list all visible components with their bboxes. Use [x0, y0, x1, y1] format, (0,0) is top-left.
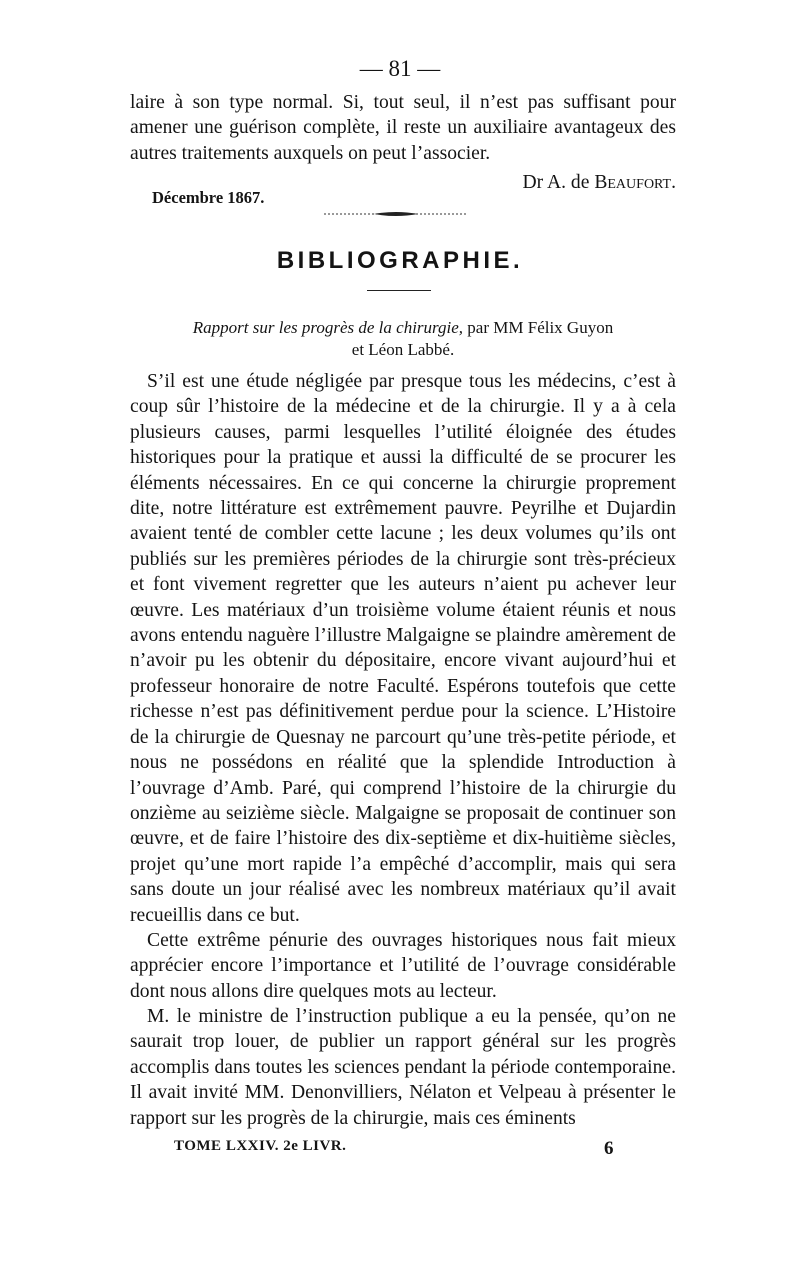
footer-signature-mark: 6 [604, 1138, 614, 1159]
heading-rule [367, 290, 431, 291]
section-heading: BIBLIOGRAPHIE. [276, 247, 524, 274]
review-authors-line1: par MM Félix Guyon [467, 318, 614, 337]
footer-volume: TOME LXXIV. 2e LIVR. [174, 1138, 347, 1154]
footer [174, 1138, 614, 1159]
paragraph-1: S’il est une étude négligée par presque tous les médecins, c’est à coup sûr l’histoire de la médecine et de la chirurgie. Il y a à cela plusieurs causes, parmi lesquelles l’utilité éloignée des études historiques pour la pratique et aussi la difficulté de se procurer les éléments nécessaires. En ce qui concerne la chirurgie proprement dite, notre littérature est extrêmement pauvre. Peyrilhe et Dujardin avaient tenté de combler cette lacune ; les deux volumes qu’ils ont publiés sur les premières périodes de la chirurgie sont très-précieux et font vivement regretter que les auteurs n’aient pu achever leur œuvre. Les matériaux d’un troisième volume étaient réunis et nous avons entendu naguère l’illustre Malgaigne se plaindre amèrement de n’avoir pu les obtenir du dépositaire, encore vivant aujourd’hui et professeur honoraire de notre Faculté. Espérons toutefois que cette richesse n’est pas définitivement perdue pour la science. L’Histoire de la chirurgie de Quesnay ne parcourt qu’une très-petite période, et nous ne possédons en réalité que la splendide Introduction à l’ouvrage d’Amb. Paré, qui comprend l’histoire de la chirurgie du onzième au seizième siècle. Malgaigne se proposait de continuer son œuvre, et de faire l’histoire des dix-septième et dix-huitième siècles, projet qu’une mort rapide l’a empêché d’accomplir, mais qui sera sans doute un jour réalisé avec les nombreux matériaux qu’il avait recueillis dans ce but. [130, 371, 676, 926]
review-authors-line2: et Léon Labbé. [351, 340, 455, 359]
paragraph-3: M. le ministre de l’instruction publique a eu la pensée, qu’on ne saurait trop louer, de publier un rapport général sur les progrès accomplis dans toutes les sciences pendant la période contemporaine. Il avait invité MM. Denonvilliers, Nélaton et Velpeau à présenter le rapport sur les progrès de la chirurgie, mais ces éminents [130, 1006, 676, 1129]
review-citation [130, 317, 676, 361]
paragraph-2: Cette extrême pénurie des ouvrages historiques nous fait mieux apprécier encore l’importance et l’utilité de l’ouvrage considérable dont nous allons dire quelques mots au lecteur. [130, 930, 676, 1002]
review-title: Rapport sur les progrès de la chirurgie, [192, 318, 464, 337]
date: Décembre 1867. [152, 188, 265, 207]
page-number: — 81 — [359, 56, 441, 81]
ornament-divider [324, 211, 468, 217]
top-paragraph: laire à son type normal. Si, tout seul, il n’est pas suffisant pour amener une guérison complète, il reste un auxiliaire avantageux des autres traitements auxquels on peut l’associer. [130, 92, 676, 164]
signature-name: Beaufort. [594, 172, 676, 193]
signature-prefix: Dr A. de [522, 172, 590, 193]
signature [522, 172, 676, 194]
